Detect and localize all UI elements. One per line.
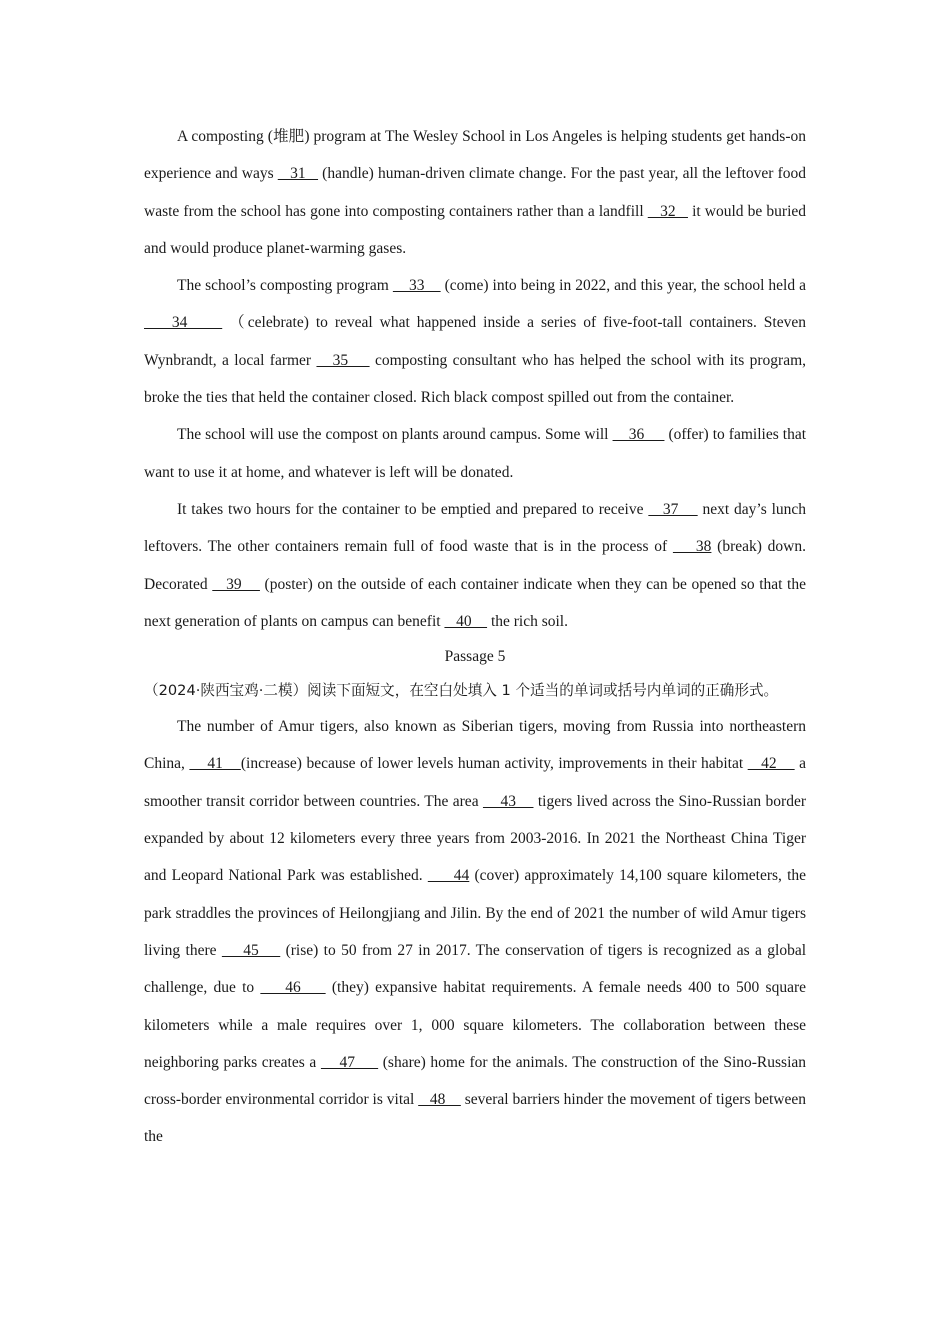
paragraph-text: （celebrate) to reveal what happened inside a series of five-foot-tall containers. Steven Wynbrandt, a local farmer	[144, 314, 806, 369]
answer-blank[interactable]: 35	[316, 351, 370, 369]
answer-blank[interactable]: 38	[672, 538, 712, 556]
passage5-paragraph	[144, 708, 806, 1156]
answer-blank[interactable]: 31	[277, 165, 319, 183]
answer-blank[interactable]: 39	[212, 575, 260, 593]
paragraph-text: (come) into being in 2022, and this year, the school held a	[440, 277, 806, 295]
passage4-paragraph	[144, 416, 806, 491]
paragraph-text: A composting (堆肥) program at The Wesley School in Los Angeles is helping students get hands-on experience and ways	[144, 128, 806, 183]
paragraph-text: It takes two hours for the container to be emptied and prepared to receive	[177, 500, 649, 518]
paragraph-text: (they) expansive habitat requirements. A female needs 400 to 500 square kilometers while a male requires over 1, 000 square kilometers. The collaboration between these neighboring parks creates a	[144, 979, 806, 1071]
paragraph-text: (handle) human-driven climate change. For the past year, all the leftover food waste from the school has gone into composting containers rather than a landfill	[144, 165, 806, 220]
answer-blank[interactable]: 32	[647, 202, 688, 220]
passage4-paragraph	[144, 267, 806, 416]
paragraph-text: it would be buried and would produce planet-warming gases.	[144, 202, 807, 257]
passage4-paragraph	[144, 491, 806, 640]
paragraph-text: several barriers hinder the movement of tigers between the	[144, 1091, 807, 1146]
paragraph-text: (rise) to 50 from 27 in 2017. The conservation of tigers is recognized as a global challenge, due to	[144, 941, 807, 997]
paragraph-text: The school’s composting program	[177, 277, 393, 295]
paragraph-text: a smoother transit corridor between countries. The area	[144, 755, 807, 810]
paragraph-text: (increase) because of lower levels human activity, improvements in their habitat	[240, 755, 748, 773]
passage-5-body	[144, 708, 806, 1156]
answer-blank[interactable]: 45	[221, 941, 281, 959]
answer-blank[interactable]: 41	[189, 755, 241, 773]
paragraph-text: (share) home for the animals. The construction of the Sino-Russian cross-border environmental corridor is vital	[144, 1053, 807, 1109]
paragraph-text: tigers lived across the Sino-Russian border expanded by about 12 kilometers every three years from 2003-2016. In 2021 the Northeast China Tiger and Leopard National Park was established.	[144, 792, 806, 885]
paragraph-text: composting consultant who has helped the school with its program, broke the ties that held the container closed. Rich black compost spilled out from the container.	[144, 351, 807, 407]
answer-blank[interactable]: 46	[260, 979, 326, 997]
paragraph-text: the rich soil.	[487, 612, 568, 630]
answer-blank[interactable]: 48	[418, 1091, 461, 1109]
passage-4-body	[144, 118, 806, 640]
paragraph-text: (offer) to families that want to use it at home, and whatever is left will be donated.	[144, 426, 807, 481]
answer-blank[interactable]: 36	[612, 426, 665, 444]
answer-blank[interactable]: 43	[482, 792, 534, 810]
paragraph-text: The school will use the compost on plants around campus. Some will	[177, 426, 613, 444]
paragraph-text: next day’s lunch leftovers. The other containers remain full of food waste that is in the process of	[144, 500, 807, 556]
paragraph-text: The number of Amur tigers, also known as Siberian tigers, moving from Russia into northeastern China,	[144, 718, 806, 773]
answer-blank[interactable]: 34	[144, 314, 223, 332]
answer-blank[interactable]: 37	[648, 500, 698, 518]
paragraph-text: (cover) approximately 14,100 square kilometers, the park straddles the provinces of Heilongjiang and Jilin. By the end of 2021 the number of wild Amur tigers living there	[144, 867, 807, 959]
answer-blank[interactable]: 42	[747, 755, 795, 773]
passage4-paragraph	[144, 118, 806, 267]
paragraph-text: (poster) on the outside of each container indicate when they can be opened so that the next generation of plants on campus can benefit	[144, 575, 806, 630]
answer-blank[interactable]: 44	[427, 867, 470, 885]
passage-5-heading: Passage 5	[444, 648, 506, 666]
passage-5-instruction: （2024·陕西宝鸡·二模）阅读下面短文，在空白处填入 1 个适当的单词或括号内单词的正确形式。	[144, 682, 779, 700]
document-page	[144, 118, 806, 1156]
answer-blank[interactable]: 33	[392, 277, 441, 295]
answer-blank[interactable]: 40	[444, 612, 488, 630]
answer-blank[interactable]: 47	[320, 1053, 379, 1071]
paragraph-text: (break) down. Decorated	[144, 538, 806, 593]
